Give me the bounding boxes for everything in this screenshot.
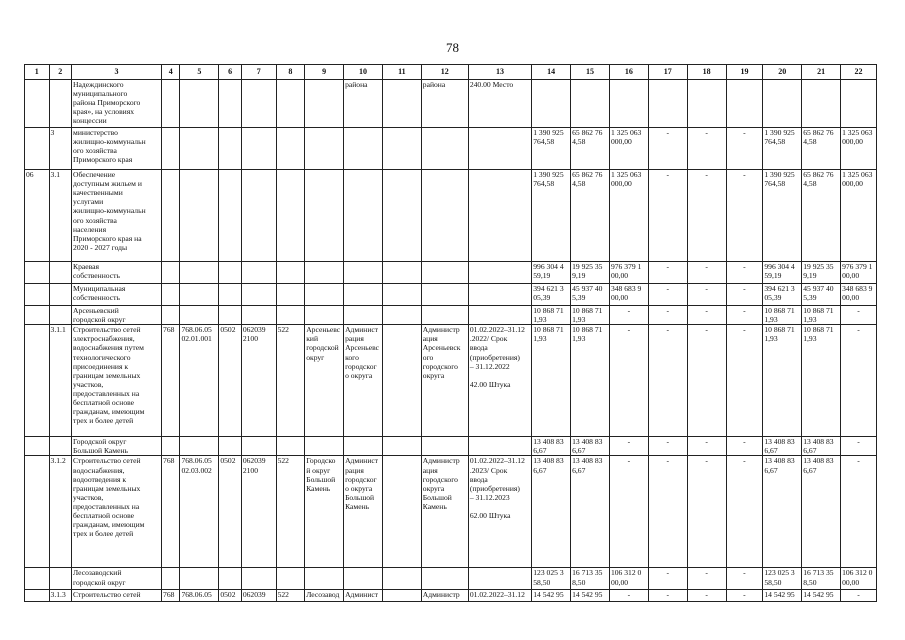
table-cell: -: [726, 456, 763, 568]
table-cell: [276, 306, 305, 325]
column-header: 18: [687, 65, 726, 80]
table-cell: 768: [162, 325, 180, 437]
table-cell: [180, 128, 219, 170]
page-number: 78: [446, 40, 459, 55]
table-cell: [180, 80, 219, 128]
table-cell: 06: [25, 170, 50, 262]
table-cell: -: [609, 456, 648, 568]
table-row: [25, 456, 877, 568]
table-cell: [25, 568, 50, 590]
table-cell: [609, 80, 648, 128]
column-header: 3: [72, 65, 162, 80]
table-cell: [468, 262, 531, 284]
table-cell: -: [687, 456, 726, 568]
table-cell: 106 312 0 00,00: [841, 568, 877, 590]
table-cell: -: [648, 170, 687, 262]
table-cell: [219, 284, 242, 306]
table-cell: 062039: [241, 590, 276, 602]
table-cell: Арсеньевс кий городской округ: [305, 325, 344, 437]
table-cell: [421, 284, 468, 306]
table-cell: 10 868 71 1,93: [571, 306, 610, 325]
table-cell: -: [726, 262, 763, 284]
table-cell: [305, 568, 344, 590]
table-cell: 13 408 83 6,67: [532, 456, 571, 568]
table-cell: района: [344, 80, 383, 128]
table-cell: 996 304 4 59,19: [532, 262, 571, 284]
table-cell: 10 868 71 1,93: [802, 306, 841, 325]
table-cell: [49, 80, 72, 128]
table-cell: [382, 284, 421, 306]
table-cell: 1 325 063 000,00: [609, 170, 648, 262]
column-header: 15: [571, 65, 610, 80]
table-cell: [180, 284, 219, 306]
table-cell: Администр: [421, 590, 468, 602]
table-cell: [421, 568, 468, 590]
table-cell: 522: [276, 325, 305, 437]
table-cell: 1 325 063 000,00: [841, 128, 877, 170]
table-cell: [276, 284, 305, 306]
table-cell: 10 868 71 1,93: [532, 325, 571, 437]
table-cell: 14 542 95: [802, 590, 841, 602]
table-cell: 65 862 76 4,58: [802, 170, 841, 262]
table-cell: [241, 568, 276, 590]
table-cell: [241, 284, 276, 306]
table-cell: 10 868 71 1,93: [763, 325, 802, 437]
table-cell: [162, 80, 180, 128]
table-cell: [305, 437, 344, 456]
table-cell: [219, 80, 242, 128]
table-cell: [241, 80, 276, 128]
table-cell: -: [841, 590, 877, 602]
column-header: 7: [241, 65, 276, 80]
table-cell: 0502: [219, 590, 242, 602]
table-cell: [25, 284, 50, 306]
table-row: [25, 262, 877, 284]
table-cell: 1 390 925 764,58: [532, 170, 571, 262]
table-cell: [180, 306, 219, 325]
table-cell: [344, 128, 383, 170]
table-cell: 13 408 83 6,67: [802, 437, 841, 456]
table-cell: Лесозаводский городской округ: [72, 568, 162, 590]
table-row: [25, 80, 877, 128]
table-cell: 0502: [219, 325, 242, 437]
table-cell: [421, 437, 468, 456]
table-cell: 16 713 35 8,50: [802, 568, 841, 590]
table-cell: [305, 128, 344, 170]
table-cell: 19 925 35 9,19: [802, 262, 841, 284]
table-cell: [219, 568, 242, 590]
table-cell: -: [687, 568, 726, 590]
table-cell: -: [648, 306, 687, 325]
table-cell: 123 025 3 58,50: [763, 568, 802, 590]
table-cell: -: [841, 437, 877, 456]
table-cell: -: [648, 284, 687, 306]
table-cell: -: [648, 456, 687, 568]
table-cell: [162, 262, 180, 284]
table-cell: 10 868 71 1,93: [532, 306, 571, 325]
table-cell: [532, 80, 571, 128]
table-cell: 976 379 1 00,00: [841, 262, 877, 284]
table-row: [25, 306, 877, 325]
table-cell: -: [609, 437, 648, 456]
table-cell: [162, 437, 180, 456]
table-cell: 01.02.2022–31.12: [468, 590, 531, 602]
table-cell: 768: [162, 456, 180, 568]
table-cell: [241, 262, 276, 284]
table-cell: [421, 306, 468, 325]
table-cell: Строительство сетей водоснабжения, водоотведения к границам земельных участков, предоставленных на бесплатной основе гражданам, имеющим трех и более детей: [72, 456, 162, 568]
table-cell: [25, 437, 50, 456]
table-cell: 3.1.2: [49, 456, 72, 568]
table-cell: [382, 568, 421, 590]
table-body: [25, 80, 877, 602]
column-header: 12: [421, 65, 468, 80]
column-header: 10: [344, 65, 383, 80]
column-header: 8: [276, 65, 305, 80]
column-header: 19: [726, 65, 763, 80]
table-cell: -: [648, 437, 687, 456]
table-cell: [468, 437, 531, 456]
table-cell: [382, 306, 421, 325]
column-header: 21: [802, 65, 841, 80]
table-cell: -: [687, 437, 726, 456]
table-row: [25, 568, 877, 590]
table-cell: [468, 306, 531, 325]
table-cell: [25, 128, 50, 170]
table-cell: 10 868 71 1,93: [802, 325, 841, 437]
table-cell: -: [648, 262, 687, 284]
table-cell: 3.1.3: [49, 590, 72, 602]
table-cell: [571, 80, 610, 128]
column-header: 11: [382, 65, 421, 80]
table-cell: 1 390 925 764,58: [763, 128, 802, 170]
table-cell: [382, 170, 421, 262]
table-cell: Краевая собственность: [72, 262, 162, 284]
column-header: 2: [49, 65, 72, 80]
table-cell: [382, 262, 421, 284]
table-cell: [241, 437, 276, 456]
table-row: [25, 284, 877, 306]
table-cell: 0502: [219, 456, 242, 568]
column-header: 16: [609, 65, 648, 80]
table-cell: 13 408 83 6,67: [802, 456, 841, 568]
table-cell: -: [648, 128, 687, 170]
column-header: 9: [305, 65, 344, 80]
table-cell: [382, 325, 421, 437]
table-cell: -: [726, 590, 763, 602]
table-cell: [344, 437, 383, 456]
table-cell: 768: [162, 590, 180, 602]
column-header: 20: [763, 65, 802, 80]
table-cell: [276, 170, 305, 262]
table-cell: [219, 306, 242, 325]
budget-table: [24, 64, 877, 602]
table-cell: [305, 80, 344, 128]
table-cell: 976 379 1 00,00: [609, 262, 648, 284]
table-cell: [49, 262, 72, 284]
table-cell: [344, 568, 383, 590]
table-cell: 14 542 95: [571, 590, 610, 602]
table-cell: 1 390 925 764,58: [763, 170, 802, 262]
table-cell: -: [687, 128, 726, 170]
table-cell: [241, 306, 276, 325]
table-row: [25, 590, 877, 602]
table-cell: [219, 262, 242, 284]
table-cell: -: [687, 170, 726, 262]
table-cell: -: [687, 284, 726, 306]
table-cell: -: [726, 170, 763, 262]
table-cell: 768.06.05: [180, 590, 219, 602]
column-header: 4: [162, 65, 180, 80]
table-cell: [382, 456, 421, 568]
table-cell: [241, 170, 276, 262]
table-row: [25, 325, 877, 437]
table-cell: 3: [49, 128, 72, 170]
table-cell: 394 621 3 05,39: [532, 284, 571, 306]
table-cell: [344, 170, 383, 262]
table-cell: 19 925 35 9,19: [571, 262, 610, 284]
table-cell: [382, 590, 421, 602]
table-cell: 996 304 4 59,19: [763, 262, 802, 284]
table-cell: 394 621 3 05,39: [763, 284, 802, 306]
table-cell: [421, 128, 468, 170]
table-cell: 1 390 925 764,58: [532, 128, 571, 170]
table-cell: [648, 80, 687, 128]
table-cell: 10 868 71 1,93: [763, 306, 802, 325]
table-cell: [25, 262, 50, 284]
table-cell: -: [609, 590, 648, 602]
table-cell: [344, 284, 383, 306]
table-cell: [49, 437, 72, 456]
column-header: 22: [841, 65, 877, 80]
table-cell: -: [726, 128, 763, 170]
table-cell: Лесозавод: [305, 590, 344, 602]
column-header: 13: [468, 65, 531, 80]
table-cell: Строительство сетей электроснабжения, водоснабжения путем технологического присоединения к границам земельных участков, предоставленных на бесплатной основе гражданам, имеющим трех и более детей: [72, 325, 162, 437]
table-row: [25, 128, 877, 170]
table-cell: -: [687, 262, 726, 284]
table-cell: 13 408 83 6,67: [571, 456, 610, 568]
column-header: 14: [532, 65, 571, 80]
table-cell: -: [648, 590, 687, 602]
table-cell: 062039 2100: [241, 325, 276, 437]
table-cell: Городско й округ Большой Камень: [305, 456, 344, 568]
table-cell: [25, 456, 50, 568]
table-cell: 45 937 40 5,39: [571, 284, 610, 306]
table-cell: -: [841, 456, 877, 568]
table-cell: района: [421, 80, 468, 128]
table-cell: [421, 170, 468, 262]
table-cell: [162, 568, 180, 590]
table-cell: [305, 170, 344, 262]
table-cell: -: [687, 306, 726, 325]
table-cell: Админист рация Арсеньевс кого городског о округа: [344, 325, 383, 437]
table-cell: [162, 306, 180, 325]
table-cell: [468, 568, 531, 590]
table-cell: 13 408 83 6,67: [532, 437, 571, 456]
table-cell: 65 862 76 4,58: [802, 128, 841, 170]
table-cell: 1 325 063 000,00: [841, 170, 877, 262]
table-cell: [25, 325, 50, 437]
table-cell: [219, 437, 242, 456]
table-cell: [276, 437, 305, 456]
column-header: 1: [25, 65, 50, 80]
table-cell: -: [648, 568, 687, 590]
table-cell: [180, 437, 219, 456]
table-cell: Админист рация городског о округа Большой Камень: [344, 456, 383, 568]
table-cell: [468, 284, 531, 306]
table-cell: [276, 262, 305, 284]
column-header: 5: [180, 65, 219, 80]
table-cell: [180, 262, 219, 284]
table-cell: 106 312 0 00,00: [609, 568, 648, 590]
table-cell: [25, 80, 50, 128]
table-row: [25, 170, 877, 262]
table-cell: [276, 80, 305, 128]
table-cell: [726, 80, 763, 128]
table-cell: [219, 128, 242, 170]
table-cell: [344, 262, 383, 284]
table-cell: [763, 80, 802, 128]
table-cell: 522: [276, 456, 305, 568]
table-cell: Строительство сетей: [72, 590, 162, 602]
table-cell: -: [726, 284, 763, 306]
table-cell: 768.06.05 02.01.001: [180, 325, 219, 437]
table-header: [25, 65, 877, 80]
table-cell: -: [841, 325, 877, 437]
table-cell: [305, 306, 344, 325]
table-cell: Арсеньевский городской округ: [72, 306, 162, 325]
table-cell: [344, 306, 383, 325]
column-header: 6: [219, 65, 242, 80]
table-cell: [49, 306, 72, 325]
table-cell: [687, 80, 726, 128]
table-cell: [841, 80, 877, 128]
table-cell: [276, 128, 305, 170]
table-cell: -: [609, 306, 648, 325]
table-cell: 348 683 9 00,00: [841, 284, 877, 306]
table-cell: 13 408 83 6,67: [763, 437, 802, 456]
table-cell: 123 025 3 58,50: [532, 568, 571, 590]
table-cell: [276, 568, 305, 590]
table-cell: -: [726, 437, 763, 456]
table-cell: 01.02.2022–31.12 .2023/ Срок ввода (приобретения) – 31.12.2023 62.00 Штука: [468, 456, 531, 568]
column-header: 17: [648, 65, 687, 80]
table-cell: 3.1: [49, 170, 72, 262]
table-cell: 348 683 9 00,00: [609, 284, 648, 306]
table-cell: 65 862 76 4,58: [571, 170, 610, 262]
table-cell: -: [687, 325, 726, 437]
table-cell: 1 325 063 000,00: [609, 128, 648, 170]
table-cell: Обеспечение доступным жильем и качественными услугами жилищно-коммунальн ого хозяйства населения Приморского края на 2020 - 2027 годы: [72, 170, 162, 262]
table-cell: [25, 590, 50, 602]
table-cell: 3.1.1: [49, 325, 72, 437]
table-cell: Надеждинского муниципального района Приморского края», на условиях концессии: [72, 80, 162, 128]
table-cell: [305, 284, 344, 306]
table-cell: Администр ация Арсеньевск ого городского округа: [421, 325, 468, 437]
table-cell: 768.06.05 02.03.002: [180, 456, 219, 568]
table-cell: -: [726, 306, 763, 325]
table-cell: 10 868 71 1,93: [571, 325, 610, 437]
table-cell: [49, 568, 72, 590]
table-cell: Муниципальная собственность: [72, 284, 162, 306]
table-cell: 062039 2100: [241, 456, 276, 568]
table-cell: министерство жилищно-коммунальн ого хозяйства Приморского края: [72, 128, 162, 170]
table-cell: 522: [276, 590, 305, 602]
table-cell: 13 408 83 6,67: [571, 437, 610, 456]
table-cell: 65 862 76 4,58: [571, 128, 610, 170]
table-cell: [305, 262, 344, 284]
table-cell: 14 542 95: [763, 590, 802, 602]
table-cell: 01.02.2022–31.12 .2022/ Срок ввода (приобретения) – 31.12.2022 42.00 Штука: [468, 325, 531, 437]
table-cell: [49, 284, 72, 306]
table-cell: 45 937 40 5,39: [802, 284, 841, 306]
table-cell: [162, 170, 180, 262]
table-cell: [219, 170, 242, 262]
table-cell: [180, 170, 219, 262]
table-cell: 13 408 83 6,67: [763, 456, 802, 568]
table-cell: [382, 437, 421, 456]
table-cell: -: [687, 590, 726, 602]
table-cell: Админист: [344, 590, 383, 602]
table-cell: [382, 128, 421, 170]
table-cell: 240.00 Место: [468, 80, 531, 128]
table-row: [25, 437, 877, 456]
table-cell: [180, 568, 219, 590]
table-cell: [468, 170, 531, 262]
table-cell: 16 713 35 8,50: [571, 568, 610, 590]
table-cell: -: [726, 568, 763, 590]
table-cell: [162, 128, 180, 170]
table-cell: Администр ация городского округа Большой Камень: [421, 456, 468, 568]
table-cell: [25, 306, 50, 325]
table-cell: [162, 284, 180, 306]
table-cell: Городской округ Большой Камень: [72, 437, 162, 456]
table-cell: [382, 80, 421, 128]
table-cell: -: [648, 325, 687, 437]
table-cell: 14 542 95: [532, 590, 571, 602]
table-cell: [241, 128, 276, 170]
table-cell: [421, 262, 468, 284]
table-cell: -: [841, 306, 877, 325]
table-cell: -: [726, 325, 763, 437]
table-cell: -: [609, 325, 648, 437]
table-cell: [468, 128, 531, 170]
table-cell: [802, 80, 841, 128]
